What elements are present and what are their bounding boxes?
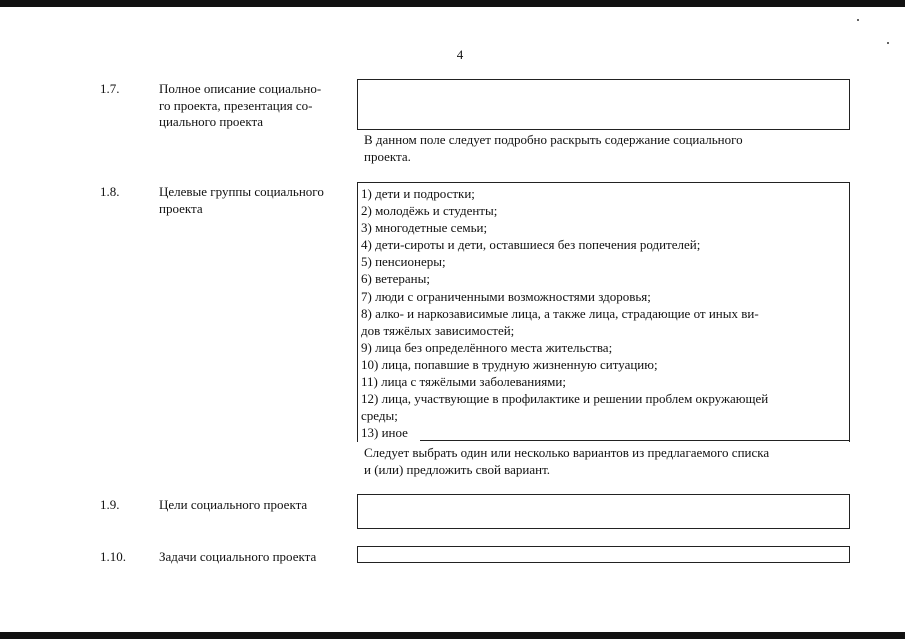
section-label-1-9 (159, 497, 354, 514)
label-line: Задачи социального проекта (159, 549, 317, 564)
label-line: Полное описание социально- (159, 81, 322, 96)
page-number: 4 (456, 47, 464, 62)
hint-line: и (или) предложить свой вариант. (364, 461, 551, 477)
section-label-1-7 (159, 81, 354, 131)
option-text: 7) люди с ограниченными возможностями здоровья; (361, 288, 651, 304)
target-group-option[interactable] (361, 356, 847, 373)
tasks-input-field[interactable] (357, 546, 850, 563)
target-group-option[interactable] (361, 185, 847, 202)
target-group-option[interactable] (361, 202, 847, 219)
option-text: 2) молодёжь и студенты; (361, 203, 498, 219)
bottom-border-rule (0, 632, 905, 639)
section-number-1-7: 1.7. (100, 81, 120, 96)
option-text: 8) алко- и наркозависимые лица, а также лица, страдающие от иных ви- (361, 305, 759, 321)
target-group-option[interactable] (361, 270, 847, 287)
hint-line: В данном поле следует подробно раскрыть содержание социального (364, 132, 743, 147)
target-group-option[interactable] (361, 373, 847, 390)
option-text: 5) пенсионеры; (361, 254, 446, 270)
hint-line: проекта. (364, 148, 411, 164)
label-line: го проекта, презентация со- (159, 97, 313, 113)
other-option-underline (420, 440, 850, 441)
option-text: 6) ветераны; (361, 271, 430, 287)
target-groups-list (361, 185, 847, 441)
section-label-1-10 (159, 549, 354, 566)
option-text: 12) лица, участвующие в профилактике и решении проблем окружающей (361, 391, 769, 407)
scan-speck (857, 19, 859, 21)
target-group-option[interactable] (361, 219, 847, 236)
label-line: проекта (159, 200, 203, 216)
section-number-1-8: 1.8. (100, 184, 120, 199)
option-text: 10) лица, попавшие в трудную жизненную ситуацию; (361, 356, 658, 372)
option-text: 4) дети-сироты и дети, оставшиеся без попечения родителей; (361, 237, 701, 253)
target-groups-hint (364, 445, 844, 478)
option-text: дов тяжёлых зависимостей; (361, 322, 515, 338)
option-text: 13) иное (361, 425, 408, 441)
section-number-1-9: 1.9. (100, 497, 120, 512)
target-group-option[interactable] (361, 253, 847, 270)
target-group-option-other[interactable] (361, 424, 847, 441)
target-group-option[interactable] (361, 305, 847, 339)
option-text: 9) лица без определённого места жительства; (361, 339, 613, 355)
section-label-1-8 (159, 184, 354, 217)
option-text: 1) дети и подростки; (361, 186, 475, 201)
goals-input-field[interactable] (357, 494, 850, 529)
label-line: Цели социального проекта (159, 497, 308, 512)
option-text: среды; (361, 408, 398, 424)
description-hint (364, 132, 844, 165)
description-input-field[interactable] (357, 79, 850, 130)
option-text: 11) лица с тяжёлыми заболеваниями; (361, 374, 566, 390)
target-group-option[interactable] (361, 288, 847, 305)
target-group-option[interactable] (361, 390, 847, 424)
section-number-1-10: 1.10. (100, 549, 126, 564)
top-border-rule (0, 0, 905, 7)
hint-line: Следует выбрать один или несколько вариантов из предлагаемого списка (364, 445, 770, 460)
label-line: циального проекта (159, 114, 264, 129)
target-group-option[interactable] (361, 339, 847, 356)
option-text: 3) многодетные семьи; (361, 220, 488, 236)
target-group-option[interactable] (361, 236, 847, 253)
label-line: Целевые группы социального (159, 184, 324, 199)
scan-speck (887, 42, 889, 44)
